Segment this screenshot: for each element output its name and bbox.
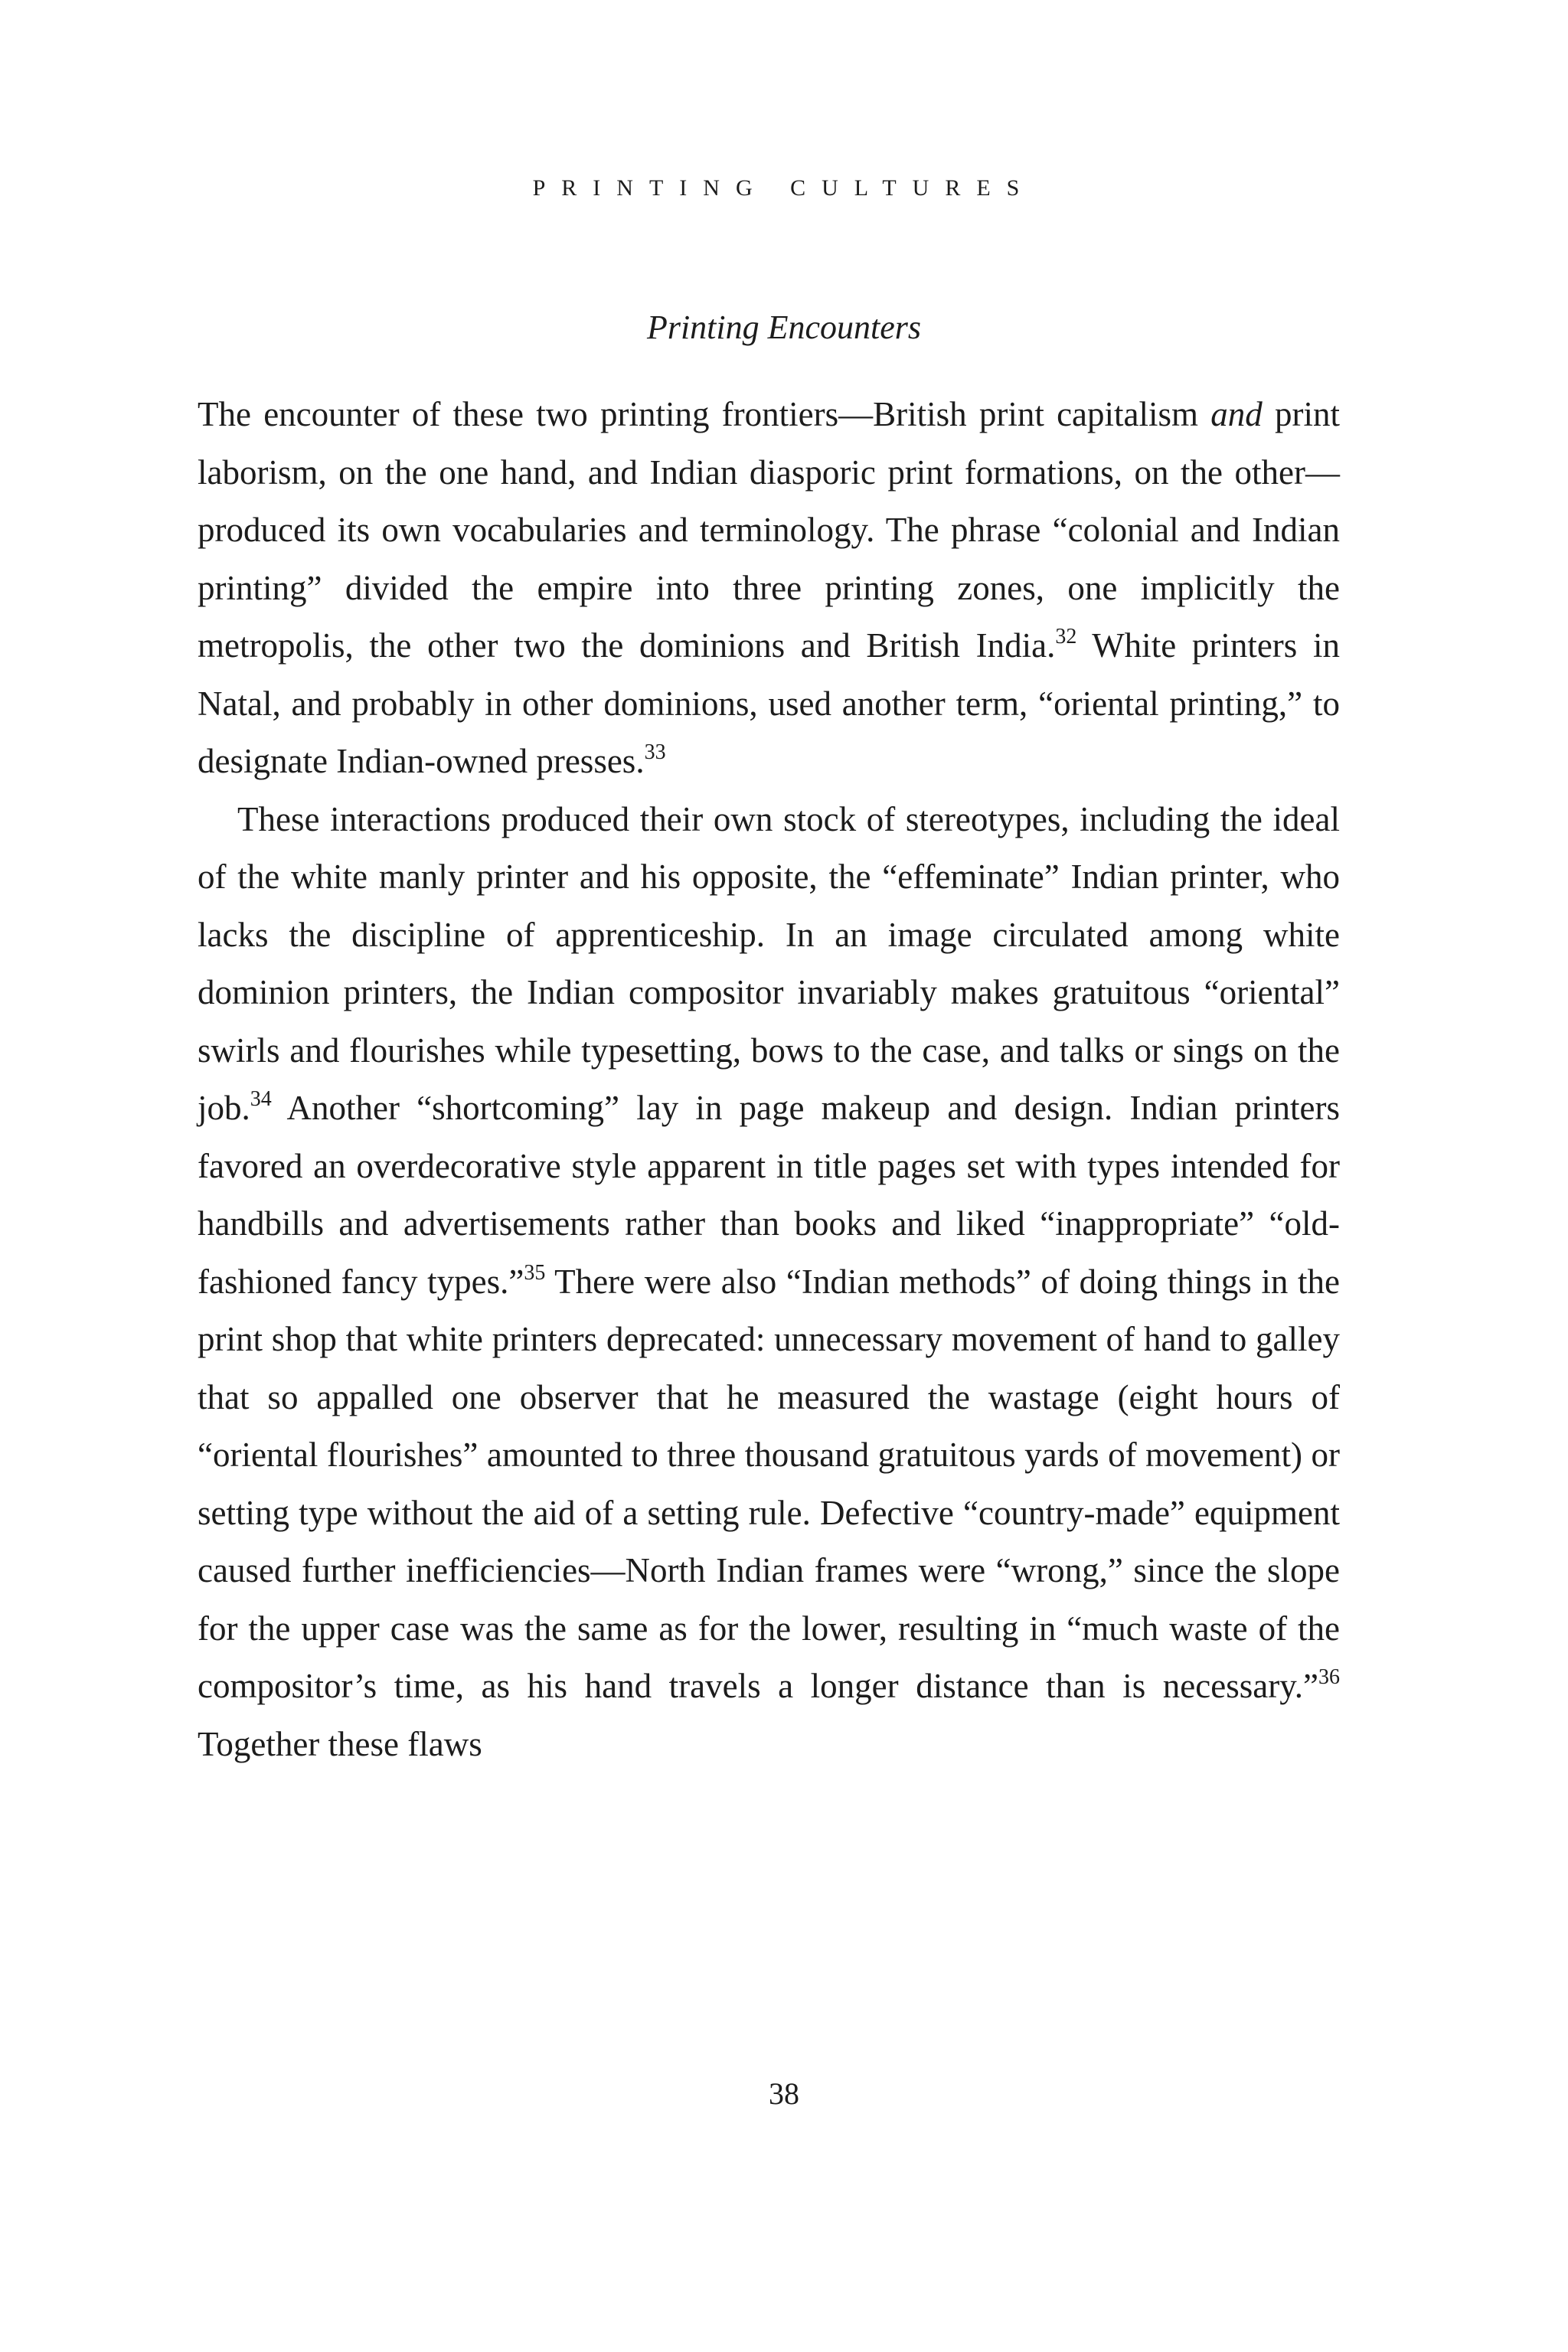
- footnote-ref-34[interactable]: 34: [250, 1087, 272, 1111]
- paragraph-1-text-a: The encounter of these two printing frontiers—British print capitalism: [198, 395, 1211, 433]
- footnote-ref-33[interactable]: 33: [644, 740, 666, 764]
- paragraph-2-text-d: Together these flaws: [198, 1724, 482, 1763]
- section-title: Printing Encounters: [646, 309, 922, 346]
- paragraph-2-text-a: These interactions produced their own stock of stereotypes, including the ideal of the white manly printer and his opposite, the “effeminate” Indian printer, who lacks the discipline of apprenticeship. In an image circulated among white dominion printers, the Indian compositor invariably makes gratuitous “oriental” swirls and flourishes while typesetting, bows to the case, and talks or sings on the job.: [198, 799, 1340, 1127]
- footnote-ref-36[interactable]: 36: [1318, 1665, 1340, 1689]
- paragraph-1-text-b: print laborism, on the one hand, and Indian diasporic print formations, on the other—produced its own vocabularies and terminology. The phrase “colonial and Indian printing” divided the empire into three printing zones, one implicitly the metropolis, the other two the dominions and British India.: [198, 395, 1340, 665]
- emphasis-and: and: [1210, 395, 1263, 433]
- page-number: 38: [769, 2076, 799, 2111]
- paragraph-2-text-c: There were also “Indian methods” of doing things in the print shop that white printers deprecated: unnecessary movement of hand to galley that so appalled one observer that he measured the wastage (eight hours of “oriental flourishes” amounted to three thousand gratuitous yards of movement) or setting type without the aid of a setting rule. Defective “country-made” equipment caused further inefficiencies—North Indian frames were “wrong,” since the slope for the upper case was the same as for the lower, resulting in “much waste of the compositor’s time, as his hand travels a longer distance than is necessary.”: [198, 1262, 1340, 1705]
- paragraph-2-text-b: Another “shortcoming” lay in page makeup and design. Indian printers favored an overdecorative style apparent in title pages set with types intended for handbills and advertisements rather than books and liked “inappropriate” “old-fashioned fancy types.”: [198, 1089, 1340, 1301]
- paragraph-1: [198, 386, 1340, 791]
- body-text: [198, 386, 1340, 1773]
- footnote-ref-32[interactable]: 32: [1055, 625, 1077, 648]
- footnote-ref-35[interactable]: 35: [524, 1260, 546, 1285]
- paragraph-1-text-c: White printers in Natal, and probably in other dominions, used another term, “oriental printing,” to designate Indian-owned presses.: [198, 626, 1340, 780]
- paragraph-2: [198, 791, 1340, 1774]
- running-head: PRINTING CULTURES: [532, 175, 1036, 201]
